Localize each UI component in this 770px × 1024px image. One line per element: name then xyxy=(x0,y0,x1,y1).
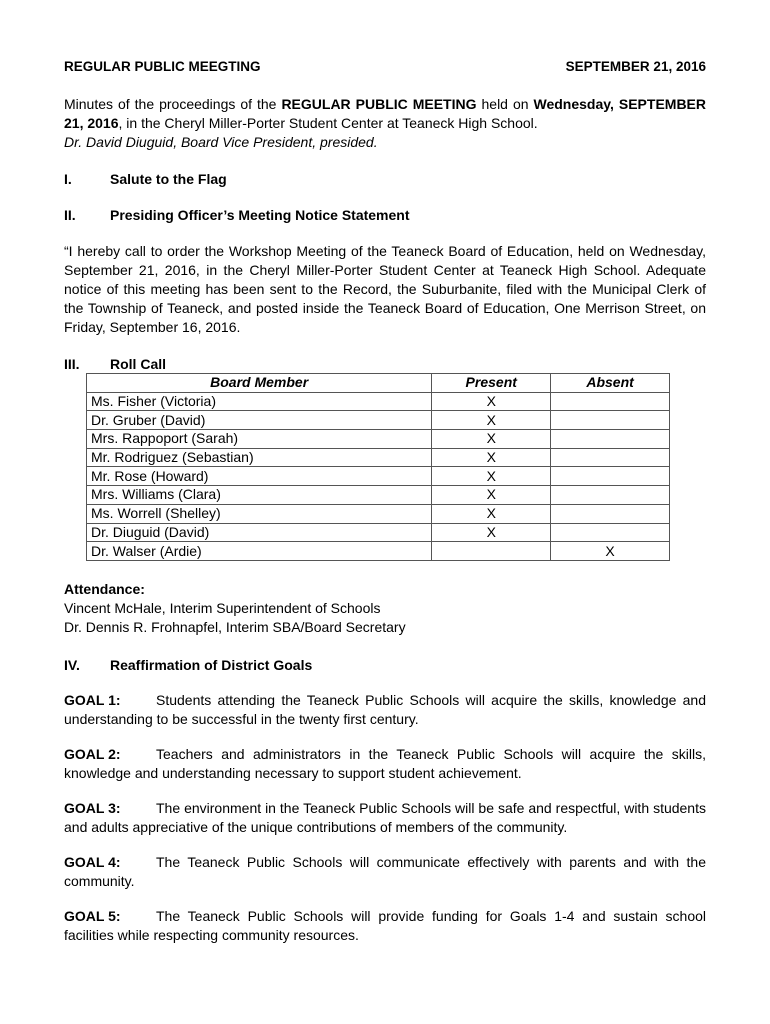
member-name: Ms. Worrell (Shelley) xyxy=(87,504,432,523)
roll-call-table xyxy=(86,373,670,561)
table-row xyxy=(87,542,670,561)
goal-text: The environment in the Teaneck Public Schools will be safe and respectful, with students and adults appreciative of the unique contributions of members of the community. xyxy=(64,799,706,835)
absent-mark xyxy=(551,467,670,486)
header-meeting-date: SEPTEMBER 21, 2016 xyxy=(565,59,706,74)
goal-text: Teachers and administrators in the Teaneck Public Schools will acquire the skills, knowledge and understanding necessary to support student achievement. xyxy=(64,745,706,781)
absent-mark xyxy=(551,504,670,523)
goal-paragraph xyxy=(64,745,706,783)
goal-paragraph xyxy=(64,853,706,891)
intro-text-1: Minutes of the proceedings of the xyxy=(64,96,282,112)
table-row xyxy=(87,486,670,505)
notice-statement-paragraph: “I hereby call to order the Workshop Meeting of the Teaneck Board of Education, held on Wednesday, September 21, 2016, in the Cheryl Miller-Porter Student Center at Teaneck High School. Adequate notice of this meeting has been sent to the Record, the Suburbanite, filed with the Municipal Clerk of the Township of Teaneck, and posted inside the Teaneck Board of Education, One Merrison Street, on Friday, September 16, 2016. xyxy=(64,243,706,335)
goal-paragraph xyxy=(64,799,706,837)
goal-paragraph xyxy=(64,907,706,945)
table-row xyxy=(87,504,670,523)
section-title: Roll Call xyxy=(110,356,167,372)
present-mark xyxy=(432,542,551,561)
document-page xyxy=(64,58,706,945)
intro-text-2: held on xyxy=(476,96,534,112)
table-row xyxy=(87,411,670,430)
absent-mark xyxy=(551,411,670,430)
intro-meeting-type: REGULAR PUBLIC MEETING xyxy=(281,96,477,112)
section-number: III. xyxy=(64,356,80,372)
present-mark: X xyxy=(432,448,551,467)
goal-label: GOAL 3: xyxy=(64,799,121,816)
goal-label: GOAL 4: xyxy=(64,853,121,870)
absent-mark xyxy=(551,448,670,467)
section-number: II. xyxy=(64,207,76,223)
goal-label: GOAL 1: xyxy=(64,691,121,708)
intro-paragraph xyxy=(64,95,706,152)
section-number: I. xyxy=(64,171,72,187)
table-row xyxy=(87,523,670,542)
section-title: Presiding Officer’s Meeting Notice Statement xyxy=(110,207,410,223)
present-mark: X xyxy=(432,523,551,542)
absent-mark xyxy=(551,392,670,411)
intro-meeting-date: Wednesday, SEPTEMBER 21, 2016 xyxy=(64,96,706,131)
member-name: Mr. Rose (Howard) xyxy=(87,467,432,486)
goal-label: GOAL 2: xyxy=(64,745,121,762)
goal-text: The Teaneck Public Schools will provide funding for Goals 1-4 and sustain school facilities while respecting community resources. xyxy=(64,907,706,943)
present-mark: X xyxy=(432,504,551,523)
member-name: Dr. Diuguid (David) xyxy=(87,523,432,542)
column-header-absent: Absent xyxy=(551,374,670,393)
goal-text: Students attending the Teaneck Public Schools will acquire the skills, knowledge and understanding to be successful in the twenty first century. xyxy=(64,691,706,727)
absent-mark xyxy=(551,486,670,505)
present-mark: X xyxy=(432,430,551,449)
section-title: Salute to the Flag xyxy=(110,171,227,187)
intro-text-3: , in the Cheryl Miller-Porter Student Center at Teaneck High School. xyxy=(118,115,538,131)
attendance-title: Attendance: xyxy=(64,580,145,597)
table-row xyxy=(87,392,670,411)
section-heading-salute xyxy=(64,170,706,188)
member-name: Ms. Fisher (Victoria) xyxy=(87,392,432,411)
section-title: Reaffirmation of District Goals xyxy=(110,656,313,673)
goal-text: The Teaneck Public Schools will communicate effectively with parents and with the community. xyxy=(64,853,706,889)
table-row xyxy=(87,467,670,486)
present-mark: X xyxy=(432,392,551,411)
member-name: Mrs. Williams (Clara) xyxy=(87,486,432,505)
column-header-present: Present xyxy=(432,374,551,393)
absent-mark xyxy=(551,430,670,449)
section-heading-roll-call xyxy=(64,355,706,373)
member-name: Dr. Gruber (David) xyxy=(87,411,432,430)
member-name: Mrs. Rappoport (Sarah) xyxy=(87,430,432,449)
table-row xyxy=(87,430,670,449)
member-name: Dr. Walser (Ardie) xyxy=(87,542,432,561)
section-heading-notice xyxy=(64,206,706,224)
intro-presiding-note: Dr. David Diuguid, Board Vice President, presided. xyxy=(64,134,378,150)
column-header-board-member: Board Member xyxy=(87,374,432,393)
attendance-line: Vincent McHale, Interim Superintendent of Schools xyxy=(64,599,381,616)
attendance-line: Dr. Dennis R. Frohnapfel, Interim SBA/Board Secretary xyxy=(64,618,406,635)
member-name: Mr. Rodriguez (Sebastian) xyxy=(87,448,432,467)
table-header-row xyxy=(87,374,670,393)
goal-paragraph xyxy=(64,691,706,729)
header-meeting-title: REGULAR PUBLIC MEEGTING xyxy=(64,59,261,74)
section-number: IV. xyxy=(64,656,80,673)
document-header xyxy=(64,58,706,76)
present-mark: X xyxy=(432,467,551,486)
absent-mark xyxy=(551,523,670,542)
goal-label: GOAL 5: xyxy=(64,907,121,924)
attendance-block xyxy=(64,580,706,637)
present-mark: X xyxy=(432,486,551,505)
present-mark: X xyxy=(432,411,551,430)
absent-mark: X xyxy=(551,542,670,561)
table-row xyxy=(87,448,670,467)
section-heading-goals xyxy=(64,656,706,674)
